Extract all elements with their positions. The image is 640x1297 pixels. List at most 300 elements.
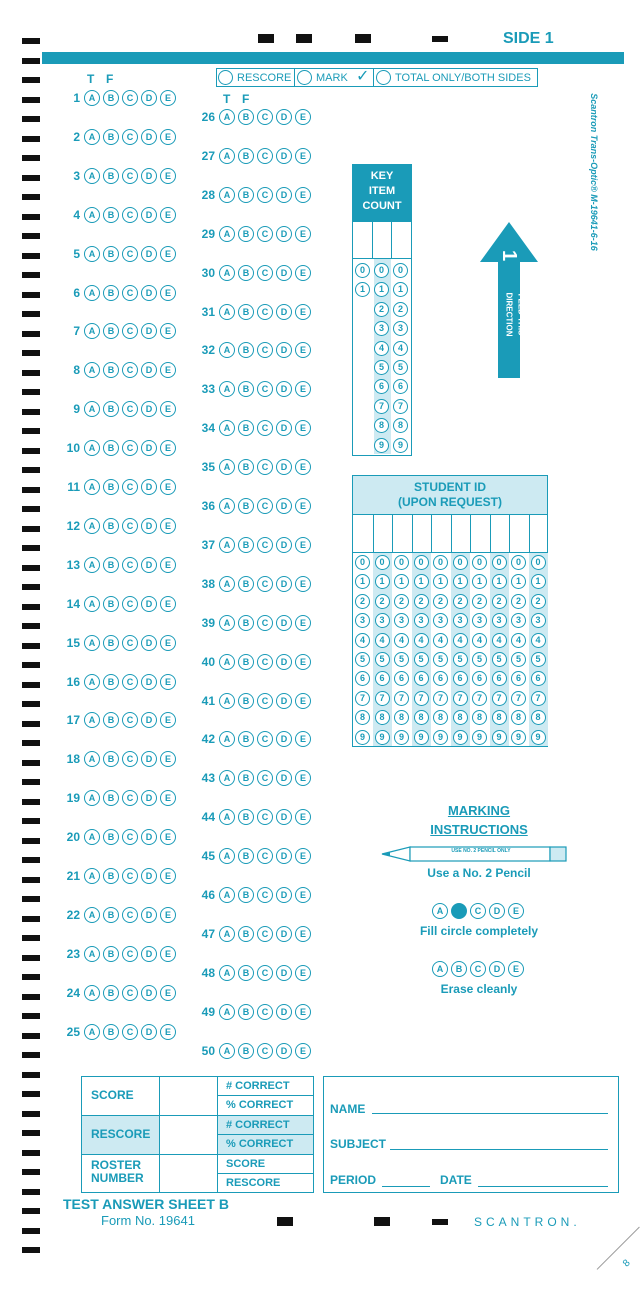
answer-bubble[interactable]: A <box>219 965 235 981</box>
student-id-bubble[interactable]: 3 <box>531 613 546 628</box>
student-id-bubble[interactable]: 4 <box>453 633 468 648</box>
answer-bubble[interactable]: C <box>257 420 273 436</box>
answer-bubble[interactable]: A <box>84 751 100 767</box>
answer-bubble[interactable]: A <box>84 868 100 884</box>
student-id-bubble[interactable]: 6 <box>375 671 390 686</box>
answer-bubble[interactable]: B <box>103 479 119 495</box>
answer-bubble[interactable]: E <box>295 304 311 320</box>
student-id-bubble[interactable]: 7 <box>355 691 370 706</box>
answer-bubble[interactable]: C <box>122 985 138 1001</box>
answer-bubble[interactable]: B <box>238 498 254 514</box>
answer-bubble[interactable]: A <box>84 674 100 690</box>
answer-bubble[interactable]: A <box>219 693 235 709</box>
answer-bubble[interactable]: D <box>141 712 157 728</box>
answer-bubble[interactable]: D <box>141 868 157 884</box>
answer-bubble[interactable]: B <box>238 459 254 475</box>
key-count-bubble[interactable]: 4 <box>374 341 389 356</box>
answer-bubble[interactable]: C <box>257 537 273 553</box>
student-id-bubble[interactable]: 3 <box>394 613 409 628</box>
student-id-bubble[interactable]: 2 <box>394 594 409 609</box>
answer-bubble[interactable]: D <box>141 557 157 573</box>
answer-bubble[interactable]: D <box>276 420 292 436</box>
answer-bubble[interactable]: C <box>257 1004 273 1020</box>
answer-bubble[interactable]: B <box>103 401 119 417</box>
answer-bubble[interactable]: C <box>257 965 273 981</box>
answer-bubble[interactable]: E <box>295 342 311 358</box>
student-id-bubble[interactable]: 7 <box>394 691 409 706</box>
answer-bubble[interactable]: D <box>276 1043 292 1059</box>
student-id-bubble[interactable]: 9 <box>453 730 468 745</box>
student-id-bubble[interactable]: 3 <box>414 613 429 628</box>
answer-bubble[interactable]: E <box>160 907 176 923</box>
answer-bubble[interactable]: E <box>160 868 176 884</box>
answer-bubble[interactable]: E <box>295 109 311 125</box>
answer-bubble[interactable]: E <box>160 557 176 573</box>
answer-bubble[interactable]: D <box>276 848 292 864</box>
answer-bubble[interactable]: C <box>122 246 138 262</box>
answer-bubble[interactable]: D <box>276 965 292 981</box>
student-id-bubble[interactable]: 3 <box>492 613 507 628</box>
student-id-bubble[interactable]: 9 <box>531 730 546 745</box>
answer-bubble[interactable]: B <box>103 90 119 106</box>
answer-bubble[interactable]: B <box>103 129 119 145</box>
student-id-bubble[interactable]: 7 <box>453 691 468 706</box>
answer-bubble[interactable]: B <box>103 440 119 456</box>
student-id-bubble[interactable]: 2 <box>511 594 526 609</box>
answer-bubble[interactable]: A <box>219 459 235 475</box>
student-id-bubble[interactable]: 8 <box>472 710 487 725</box>
answer-bubble[interactable]: E <box>160 596 176 612</box>
answer-bubble[interactable]: D <box>276 576 292 592</box>
answer-bubble[interactable]: D <box>276 615 292 631</box>
student-id-bubble[interactable]: 0 <box>394 555 409 570</box>
key-count-bubble[interactable]: 5 <box>374 360 389 375</box>
answer-bubble[interactable]: E <box>295 926 311 942</box>
answer-bubble[interactable]: A <box>219 848 235 864</box>
answer-bubble[interactable]: C <box>257 926 273 942</box>
answer-bubble[interactable]: B <box>103 207 119 223</box>
answer-bubble[interactable]: A <box>84 207 100 223</box>
student-id-bubble[interactable]: 4 <box>394 633 409 648</box>
answer-bubble[interactable]: B <box>103 1024 119 1040</box>
key-count-bubble[interactable]: 3 <box>374 321 389 336</box>
answer-bubble[interactable]: C <box>122 1024 138 1040</box>
answer-bubble[interactable]: D <box>141 985 157 1001</box>
answer-bubble[interactable]: B <box>238 109 254 125</box>
answer-bubble[interactable]: B <box>238 226 254 242</box>
answer-bubble[interactable]: D <box>141 323 157 339</box>
answer-bubble[interactable]: A <box>84 790 100 806</box>
answer-bubble[interactable]: E <box>160 518 176 534</box>
answer-bubble[interactable]: B <box>103 246 119 262</box>
key-count-bubble[interactable]: 8 <box>393 418 408 433</box>
answer-bubble[interactable]: A <box>84 401 100 417</box>
answer-bubble[interactable]: A <box>84 1024 100 1040</box>
answer-bubble[interactable]: A <box>84 946 100 962</box>
student-id-bubble[interactable]: 2 <box>492 594 507 609</box>
answer-bubble[interactable]: B <box>103 829 119 845</box>
student-id-bubble[interactable]: 9 <box>355 730 370 745</box>
student-id-bubble[interactable]: 3 <box>355 613 370 628</box>
student-id-bubble[interactable]: 7 <box>414 691 429 706</box>
student-id-bubble[interactable]: 6 <box>492 671 507 686</box>
student-id-bubble[interactable]: 0 <box>531 555 546 570</box>
answer-bubble[interactable]: B <box>238 265 254 281</box>
answer-bubble[interactable]: A <box>84 712 100 728</box>
answer-bubble[interactable]: A <box>84 829 100 845</box>
answer-bubble[interactable]: D <box>141 207 157 223</box>
answer-bubble[interactable]: C <box>122 712 138 728</box>
answer-bubble[interactable]: A <box>219 342 235 358</box>
key-count-bubble[interactable]: 0 <box>374 263 389 278</box>
answer-bubble[interactable]: E <box>295 770 311 786</box>
answer-bubble[interactable]: A <box>219 809 235 825</box>
answer-bubble[interactable]: E <box>295 498 311 514</box>
key-count-bubble[interactable]: 9 <box>393 438 408 453</box>
answer-bubble[interactable]: D <box>276 265 292 281</box>
key-count-bubble[interactable]: 6 <box>393 379 408 394</box>
answer-bubble[interactable]: C <box>122 168 138 184</box>
answer-bubble[interactable]: C <box>257 770 273 786</box>
answer-bubble[interactable]: D <box>141 168 157 184</box>
answer-bubble[interactable]: B <box>103 518 119 534</box>
answer-bubble[interactable]: D <box>141 129 157 145</box>
answer-bubble[interactable]: C <box>122 479 138 495</box>
answer-bubble[interactable]: A <box>219 226 235 242</box>
answer-bubble[interactable]: D <box>276 226 292 242</box>
answer-bubble[interactable]: D <box>141 362 157 378</box>
answer-bubble[interactable]: D <box>276 1004 292 1020</box>
student-id-bubble[interactable]: 1 <box>472 574 487 589</box>
answer-bubble[interactable]: C <box>122 207 138 223</box>
answer-bubble[interactable]: C <box>122 790 138 806</box>
student-id-bubble[interactable]: 4 <box>531 633 546 648</box>
answer-bubble[interactable]: E <box>295 1043 311 1059</box>
key-count-bubble[interactable]: 5 <box>393 360 408 375</box>
answer-bubble[interactable]: A <box>84 129 100 145</box>
mark-option-bubble[interactable] <box>297 70 312 85</box>
answer-bubble[interactable]: B <box>238 887 254 903</box>
answer-bubble[interactable]: A <box>84 596 100 612</box>
answer-bubble[interactable]: B <box>238 1004 254 1020</box>
answer-bubble[interactable]: C <box>257 654 273 670</box>
answer-bubble[interactable]: D <box>141 246 157 262</box>
answer-bubble[interactable]: D <box>141 1024 157 1040</box>
answer-bubble[interactable]: C <box>257 459 273 475</box>
answer-bubble[interactable]: B <box>238 342 254 358</box>
answer-bubble[interactable]: D <box>276 187 292 203</box>
student-id-bubble[interactable]: 4 <box>375 633 390 648</box>
student-id-bubble[interactable]: 2 <box>375 594 390 609</box>
answer-bubble[interactable]: B <box>103 674 119 690</box>
answer-bubble[interactable]: C <box>257 848 273 864</box>
student-id-bubble[interactable]: 0 <box>453 555 468 570</box>
student-id-bubble[interactable]: 7 <box>433 691 448 706</box>
answer-bubble[interactable]: E <box>295 615 311 631</box>
key-count-bubble[interactable]: 7 <box>374 399 389 414</box>
answer-bubble[interactable]: A <box>219 265 235 281</box>
answer-bubble[interactable]: C <box>122 674 138 690</box>
answer-bubble[interactable]: B <box>103 946 119 962</box>
student-id-bubble[interactable]: 6 <box>355 671 370 686</box>
student-id-bubble[interactable]: 7 <box>375 691 390 706</box>
answer-bubble[interactable]: C <box>122 440 138 456</box>
answer-bubble[interactable]: C <box>122 90 138 106</box>
key-count-bubble[interactable]: 2 <box>374 302 389 317</box>
student-id-bubble[interactable]: 6 <box>414 671 429 686</box>
student-id-bubble[interactable]: 1 <box>453 574 468 589</box>
answer-bubble[interactable]: D <box>276 887 292 903</box>
answer-bubble[interactable]: E <box>160 362 176 378</box>
answer-bubble[interactable]: E <box>160 90 176 106</box>
answer-bubble[interactable]: B <box>238 381 254 397</box>
answer-bubble[interactable]: D <box>141 596 157 612</box>
answer-bubble[interactable]: D <box>276 693 292 709</box>
answer-bubble[interactable]: B <box>238 926 254 942</box>
answer-bubble[interactable]: C <box>257 109 273 125</box>
answer-bubble[interactable]: C <box>257 1043 273 1059</box>
student-id-bubble[interactable]: 1 <box>394 574 409 589</box>
student-id-bubble[interactable]: 3 <box>375 613 390 628</box>
answer-bubble[interactable]: D <box>141 790 157 806</box>
answer-bubble[interactable]: D <box>276 148 292 164</box>
answer-bubble[interactable]: B <box>103 868 119 884</box>
answer-bubble[interactable]: A <box>84 285 100 301</box>
answer-bubble[interactable]: B <box>103 285 119 301</box>
answer-bubble[interactable]: E <box>160 440 176 456</box>
student-id-bubble[interactable]: 4 <box>511 633 526 648</box>
answer-bubble[interactable]: A <box>219 1043 235 1059</box>
student-id-bubble[interactable]: 8 <box>531 710 546 725</box>
student-id-bubble[interactable]: 1 <box>531 574 546 589</box>
answer-bubble[interactable]: C <box>122 751 138 767</box>
answer-bubble[interactable]: D <box>276 109 292 125</box>
student-id-bubble[interactable]: 6 <box>511 671 526 686</box>
key-count-bubble[interactable]: 0 <box>355 263 370 278</box>
answer-bubble[interactable]: B <box>238 1043 254 1059</box>
mark-option-bubble[interactable] <box>218 70 233 85</box>
answer-bubble[interactable]: E <box>295 459 311 475</box>
answer-bubble[interactable]: E <box>160 207 176 223</box>
student-id-bubble[interactable]: 7 <box>511 691 526 706</box>
answer-bubble[interactable]: E <box>160 751 176 767</box>
student-id-bubble[interactable]: 9 <box>414 730 429 745</box>
answer-bubble[interactable]: D <box>141 479 157 495</box>
answer-bubble[interactable]: D <box>141 751 157 767</box>
answer-bubble[interactable]: B <box>103 751 119 767</box>
answer-bubble[interactable]: D <box>276 304 292 320</box>
answer-bubble[interactable]: D <box>276 537 292 553</box>
answer-bubble[interactable]: D <box>276 459 292 475</box>
answer-bubble[interactable]: E <box>295 693 311 709</box>
answer-bubble[interactable]: D <box>141 829 157 845</box>
answer-bubble[interactable]: B <box>238 576 254 592</box>
answer-bubble[interactable]: A <box>219 420 235 436</box>
answer-bubble[interactable]: B <box>103 362 119 378</box>
answer-bubble[interactable]: E <box>160 829 176 845</box>
key-count-bubble[interactable]: 6 <box>374 379 389 394</box>
answer-bubble[interactable]: E <box>295 148 311 164</box>
student-id-bubble[interactable]: 8 <box>355 710 370 725</box>
answer-bubble[interactable]: D <box>141 90 157 106</box>
answer-bubble[interactable]: B <box>238 770 254 786</box>
answer-bubble[interactable]: D <box>141 946 157 962</box>
answer-bubble[interactable]: B <box>103 168 119 184</box>
answer-bubble[interactable]: B <box>238 537 254 553</box>
answer-bubble[interactable]: E <box>295 187 311 203</box>
answer-bubble[interactable]: C <box>257 342 273 358</box>
answer-bubble[interactable]: A <box>219 654 235 670</box>
student-id-bubble[interactable]: 0 <box>433 555 448 570</box>
answer-bubble[interactable]: A <box>84 985 100 1001</box>
key-count-bubble[interactable]: 1 <box>374 282 389 297</box>
answer-bubble[interactable]: B <box>238 965 254 981</box>
answer-bubble[interactable]: E <box>295 887 311 903</box>
student-id-bubble[interactable]: 1 <box>433 574 448 589</box>
student-id-bubble[interactable]: 6 <box>531 671 546 686</box>
answer-bubble[interactable]: E <box>295 537 311 553</box>
key-count-bubble[interactable]: 9 <box>374 438 389 453</box>
student-id-bubble[interactable]: 8 <box>433 710 448 725</box>
student-id-bubble[interactable]: 9 <box>433 730 448 745</box>
answer-bubble[interactable]: E <box>295 731 311 747</box>
answer-bubble[interactable]: E <box>160 985 176 1001</box>
student-id-bubble[interactable]: 3 <box>472 613 487 628</box>
subject-field[interactable] <box>390 1149 608 1150</box>
student-id-bubble[interactable]: 9 <box>511 730 526 745</box>
student-id-bubble[interactable]: 5 <box>394 652 409 667</box>
answer-bubble[interactable]: D <box>141 518 157 534</box>
student-id-bubble[interactable]: 6 <box>472 671 487 686</box>
answer-bubble[interactable]: C <box>122 829 138 845</box>
student-id-bubble[interactable]: 3 <box>453 613 468 628</box>
answer-bubble[interactable]: C <box>122 907 138 923</box>
answer-bubble[interactable]: D <box>276 926 292 942</box>
answer-bubble[interactable]: E <box>160 285 176 301</box>
answer-bubble[interactable]: B <box>103 985 119 1001</box>
answer-bubble[interactable]: B <box>238 148 254 164</box>
answer-bubble[interactable]: C <box>257 576 273 592</box>
answer-bubble[interactable]: E <box>295 420 311 436</box>
answer-bubble[interactable]: C <box>122 401 138 417</box>
student-id-bubble[interactable]: 6 <box>394 671 409 686</box>
key-count-bubble[interactable]: 1 <box>355 282 370 297</box>
student-id-bubble[interactable]: 9 <box>492 730 507 745</box>
answer-bubble[interactable]: D <box>141 401 157 417</box>
answer-bubble[interactable]: C <box>122 129 138 145</box>
answer-bubble[interactable]: B <box>238 731 254 747</box>
answer-bubble[interactable]: B <box>103 907 119 923</box>
answer-bubble[interactable]: A <box>84 362 100 378</box>
answer-bubble[interactable]: D <box>141 674 157 690</box>
mark-option-bubble[interactable] <box>376 70 391 85</box>
key-count-bubble[interactable]: 8 <box>374 418 389 433</box>
answer-bubble[interactable]: A <box>219 1004 235 1020</box>
student-id-bubble[interactable]: 0 <box>492 555 507 570</box>
answer-bubble[interactable]: B <box>238 809 254 825</box>
answer-bubble[interactable]: A <box>84 90 100 106</box>
student-id-bubble[interactable]: 5 <box>531 652 546 667</box>
student-id-bubble[interactable]: 2 <box>531 594 546 609</box>
student-id-bubble[interactable]: 4 <box>472 633 487 648</box>
answer-bubble[interactable]: C <box>122 557 138 573</box>
answer-bubble[interactable]: D <box>141 907 157 923</box>
student-id-bubble[interactable]: 8 <box>511 710 526 725</box>
key-count-bubble[interactable]: 3 <box>393 321 408 336</box>
answer-bubble[interactable]: E <box>160 790 176 806</box>
answer-bubble[interactable]: C <box>122 635 138 651</box>
answer-bubble[interactable]: E <box>295 226 311 242</box>
student-id-bubble[interactable]: 5 <box>453 652 468 667</box>
answer-bubble[interactable]: B <box>103 323 119 339</box>
answer-bubble[interactable]: E <box>295 576 311 592</box>
answer-bubble[interactable]: C <box>122 518 138 534</box>
period-field[interactable] <box>382 1186 430 1187</box>
student-id-bubble[interactable]: 4 <box>492 633 507 648</box>
student-id-bubble[interactable]: 3 <box>433 613 448 628</box>
answer-bubble[interactable]: C <box>122 362 138 378</box>
answer-bubble[interactable]: A <box>84 557 100 573</box>
answer-bubble[interactable]: A <box>84 479 100 495</box>
answer-bubble[interactable]: C <box>257 887 273 903</box>
answer-bubble[interactable]: A <box>84 168 100 184</box>
student-id-bubble[interactable]: 5 <box>414 652 429 667</box>
answer-bubble[interactable]: B <box>238 187 254 203</box>
answer-bubble[interactable]: E <box>160 323 176 339</box>
answer-bubble[interactable]: D <box>276 342 292 358</box>
student-id-bubble[interactable]: 0 <box>355 555 370 570</box>
student-id-bubble[interactable]: 1 <box>492 574 507 589</box>
answer-bubble[interactable]: D <box>276 498 292 514</box>
answer-bubble[interactable]: E <box>295 265 311 281</box>
name-field[interactable] <box>372 1113 608 1114</box>
answer-bubble[interactable]: C <box>257 809 273 825</box>
answer-bubble[interactable]: E <box>160 674 176 690</box>
answer-bubble[interactable]: E <box>295 381 311 397</box>
answer-bubble[interactable]: A <box>84 440 100 456</box>
answer-bubble[interactable]: B <box>103 635 119 651</box>
answer-bubble[interactable]: B <box>238 420 254 436</box>
key-count-bubble[interactable]: 2 <box>393 302 408 317</box>
answer-bubble[interactable]: A <box>84 635 100 651</box>
answer-bubble[interactable]: E <box>295 1004 311 1020</box>
student-id-bubble[interactable]: 5 <box>355 652 370 667</box>
student-id-bubble[interactable]: 8 <box>453 710 468 725</box>
answer-bubble[interactable]: E <box>160 1024 176 1040</box>
answer-bubble[interactable]: A <box>219 926 235 942</box>
student-id-bubble[interactable]: 4 <box>433 633 448 648</box>
student-id-bubble[interactable]: 0 <box>472 555 487 570</box>
student-id-bubble[interactable]: 7 <box>531 691 546 706</box>
student-id-bubble[interactable]: 8 <box>375 710 390 725</box>
student-id-bubble[interactable]: 9 <box>375 730 390 745</box>
student-id-bubble[interactable]: 6 <box>433 671 448 686</box>
answer-bubble[interactable]: A <box>219 381 235 397</box>
answer-bubble[interactable]: D <box>141 285 157 301</box>
answer-bubble[interactable]: B <box>238 848 254 864</box>
student-id-bubble[interactable]: 1 <box>414 574 429 589</box>
answer-bubble[interactable]: C <box>257 265 273 281</box>
student-id-bubble[interactable]: 8 <box>414 710 429 725</box>
answer-bubble[interactable]: C <box>257 693 273 709</box>
answer-bubble[interactable]: A <box>219 498 235 514</box>
answer-bubble[interactable]: A <box>84 246 100 262</box>
answer-bubble[interactable]: B <box>103 712 119 728</box>
student-id-bubble[interactable]: 8 <box>394 710 409 725</box>
answer-bubble[interactable]: D <box>276 654 292 670</box>
answer-bubble[interactable]: B <box>238 654 254 670</box>
answer-bubble[interactable]: C <box>122 868 138 884</box>
